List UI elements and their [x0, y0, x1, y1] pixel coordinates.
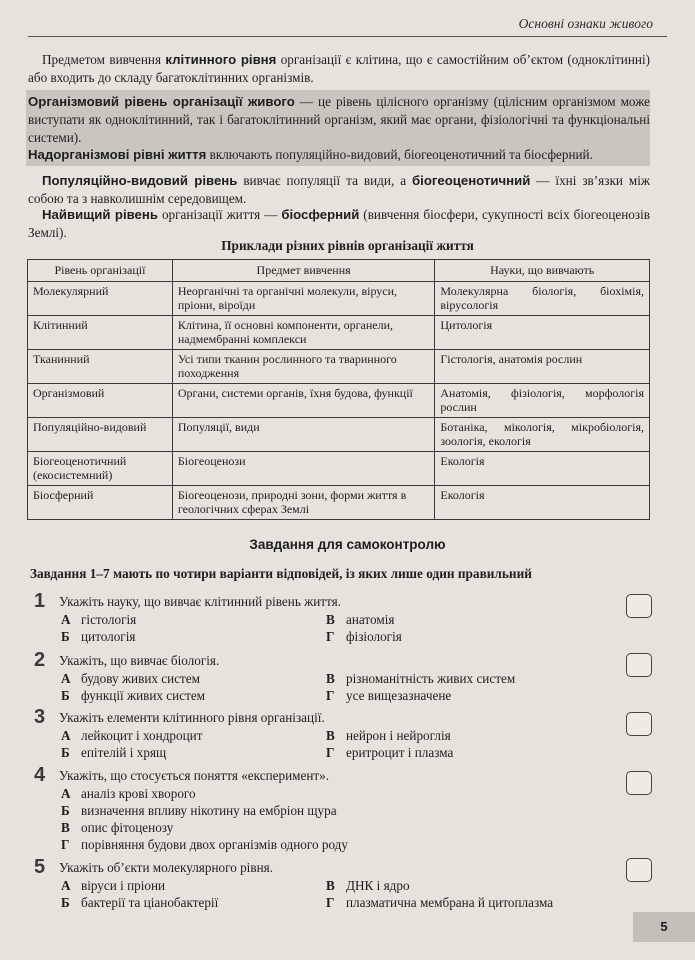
option-letter: Б	[61, 803, 70, 818]
answer-option	[61, 745, 166, 761]
option-text: гістологія	[81, 612, 137, 627]
option-text: усе вищезазначене	[346, 688, 452, 703]
table-row	[28, 451, 650, 485]
question-text: Укажіть об’єкти молекулярного рівня.	[59, 860, 273, 875]
table-caption: Приклади різних рівнів організації життя	[221, 238, 474, 253]
answer-option	[61, 803, 337, 819]
paragraph-cell-level	[28, 51, 650, 87]
term-supraorganism-levels: Надорганізмові рівні життя	[28, 147, 207, 162]
table-cell: Клітина, її основні компоненти, органели, надмембранні комплекси	[172, 315, 434, 349]
answer-box[interactable]	[626, 653, 652, 677]
answer-option	[326, 728, 451, 744]
answer-box[interactable]	[626, 712, 652, 736]
text-run: організації життя —	[157, 207, 282, 222]
question-text: Укажіть, що стосується поняття «експеримент».	[59, 768, 330, 783]
table-cell: Екологія	[435, 451, 650, 485]
option-letter: Г	[326, 688, 335, 703]
answer-option	[61, 837, 348, 853]
option-text: лейкоцит і хондроцит	[81, 728, 203, 743]
answer-option	[61, 612, 136, 628]
answer-option	[61, 878, 165, 894]
paragraph-supraorganism-levels	[28, 146, 650, 164]
question-number: 5	[34, 856, 46, 878]
table-cell: Анатомія, фізіологія, морфологія рослин	[435, 383, 650, 417]
option-letter: А	[61, 612, 71, 627]
table-cell: Гістологія, анатомія рослин	[435, 349, 650, 383]
option-letter: Г	[326, 895, 335, 910]
answer-option	[61, 895, 218, 911]
option-text: опис фітоценозу	[81, 820, 174, 835]
answer-option	[61, 820, 173, 836]
option-letter: А	[61, 728, 71, 743]
table-row	[28, 417, 650, 451]
table-cell: Екологія	[435, 485, 650, 519]
table-cell: Біогеоценотичний (екосистемний)	[28, 451, 173, 485]
table-cell: Усі типи тканин рослинного та тваринного походження	[172, 349, 434, 383]
table-cell: Клітинний	[28, 315, 173, 349]
header-rule	[28, 36, 667, 37]
table-cell: Тканинний	[28, 349, 173, 383]
section-title: Завдання для самоконтролю	[249, 537, 446, 552]
page-number: 5	[633, 912, 695, 942]
option-text: аналіз крові хворого	[81, 786, 196, 801]
answer-option	[326, 688, 451, 704]
text-run: (вивчення біосфери, сукупності всіх біогеоценозів Землі).	[28, 207, 650, 240]
table-cell: Біогеоценози	[172, 451, 434, 485]
levels-table	[27, 259, 650, 520]
running-header: Основні ознаки живого	[518, 16, 653, 31]
option-letter: Б	[61, 688, 70, 703]
option-text: еритроцит і плазма	[346, 745, 454, 760]
option-letter: Г	[61, 837, 70, 852]
option-text: функції живих систем	[81, 688, 206, 703]
table-row	[28, 315, 650, 349]
answer-option	[61, 728, 202, 744]
option-text: різноманітність живих систем	[346, 671, 516, 686]
table-cell: Неорганічні та органічні молекули, віруси, пріони, віроїди	[172, 281, 434, 315]
option-text: визначення впливу нікотину на ембріон щура	[81, 803, 337, 818]
text-run: Предметом вивчення	[42, 52, 166, 67]
option-text: плазматична мембрана й цитоплазма	[346, 895, 554, 910]
answer-option	[326, 745, 453, 761]
option-text: фізіологія	[346, 629, 402, 644]
option-text: будову живих систем	[81, 671, 201, 686]
instruction-text: Завдання 1–7 мають по чотири варіанти відповідей, із яких лише один правильний	[30, 566, 532, 581]
term-highest-level: Найвищий рівень	[42, 207, 158, 222]
answer-option	[326, 629, 402, 645]
option-text: цитологія	[81, 629, 136, 644]
table-cell: Популяції, види	[172, 417, 434, 451]
question-text: Укажіть науку, що вивчає клітинний рівень життя.	[59, 594, 342, 609]
answer-option	[326, 612, 394, 628]
question-text: Укажіть, що вивчає біологія.	[59, 653, 220, 668]
table-cell: Популяційно-видовий	[28, 417, 173, 451]
table-header-row	[28, 260, 650, 282]
question-number: 2	[34, 649, 46, 671]
option-letter: В	[326, 671, 335, 686]
table-row	[28, 485, 650, 519]
column-header: Предмет вивчення	[172, 260, 434, 282]
term-organism-level: Організмовий рівень організації живого	[28, 94, 295, 109]
option-letter: А	[61, 671, 71, 686]
option-text: епітелій і хрящ	[81, 745, 167, 760]
question-number: 3	[34, 706, 46, 728]
table-cell: Цитологія	[435, 315, 650, 349]
text-run: вивчає популяції та види, а	[237, 173, 413, 188]
option-letter: Г	[326, 629, 335, 644]
option-letter: В	[326, 612, 335, 627]
paragraph-population-level	[28, 172, 650, 208]
column-header: Рівень організації	[28, 260, 173, 282]
table-cell: Біосферний	[28, 485, 173, 519]
table-cell: Молекулярний	[28, 281, 173, 315]
option-letter: Г	[326, 745, 335, 760]
option-letter: Б	[61, 745, 70, 760]
question-number: 4	[34, 764, 46, 786]
table-cell: Молекулярна біологія, біохімія, вірусологія	[435, 281, 650, 315]
term-cell-level: клітинного рівня	[165, 52, 277, 67]
option-letter: Б	[61, 629, 70, 644]
table-cell: Організмовий	[28, 383, 173, 417]
table-row	[28, 281, 650, 315]
option-text: порівняння будови двох організмів одного роду	[81, 837, 348, 852]
text-run: — їхні зв’язки між собою та з навколишнім середовищем.	[28, 173, 650, 206]
question-number: 1	[34, 590, 46, 612]
text-run: включають популяційно-видовий, біогеоценотичний та біосферний.	[206, 147, 593, 162]
answer-box[interactable]	[626, 594, 652, 618]
table-cell: Біогеоценози, природні зони, форми життя в геологічних сферах Землі	[172, 485, 434, 519]
text-run: організації є клітина, що є самостійним об’єктом (одноклітинні) або входить до складу багатоклітинних організмів.	[28, 52, 651, 85]
answer-option	[61, 786, 196, 802]
term-biosphere: біосферний	[281, 207, 360, 222]
answer-option	[326, 878, 410, 894]
answer-box[interactable]	[626, 858, 652, 882]
answer-option	[326, 671, 515, 687]
answer-option	[326, 895, 553, 911]
text-run: — це рівень цілісного організму (цілісним організмом може виступати як одноклітинний, так і багатоклітинний організм, який має органи, фізіологічні та функціональні системи).	[28, 94, 650, 145]
option-text: бактерії та ціанобактерії	[81, 895, 219, 910]
paragraph-highest-level	[28, 206, 650, 242]
answer-option	[61, 688, 205, 704]
question-text: Укажіть елементи клітинного рівня організації.	[59, 710, 325, 725]
option-text: нейрон і нейроглія	[346, 728, 451, 743]
term-biogeocenotic: біогеоценотичний	[412, 173, 531, 188]
answer-option	[61, 629, 135, 645]
term-population-level: Популяційно-видовий рівень	[42, 173, 238, 188]
answer-option	[61, 671, 200, 687]
column-header: Науки, що вивчають	[435, 260, 650, 282]
table-row	[28, 349, 650, 383]
option-text: ДНК і ядро	[346, 878, 410, 893]
table-cell: Органи, системи органів, їхня будова, функції	[172, 383, 434, 417]
table-row	[28, 383, 650, 417]
table-cell: Ботаніка, мікологія, мікробіологія, зоологія, екологія	[435, 417, 650, 451]
option-text: анатомія	[346, 612, 395, 627]
option-letter: Б	[61, 895, 70, 910]
option-text: віруси і пріони	[81, 878, 166, 893]
option-letter: А	[61, 878, 71, 893]
paragraph-organism-level	[28, 93, 650, 147]
option-letter: В	[61, 820, 70, 835]
option-letter: А	[61, 786, 71, 801]
option-letter: В	[326, 878, 335, 893]
answer-box[interactable]	[626, 771, 652, 795]
option-letter: В	[326, 728, 335, 743]
